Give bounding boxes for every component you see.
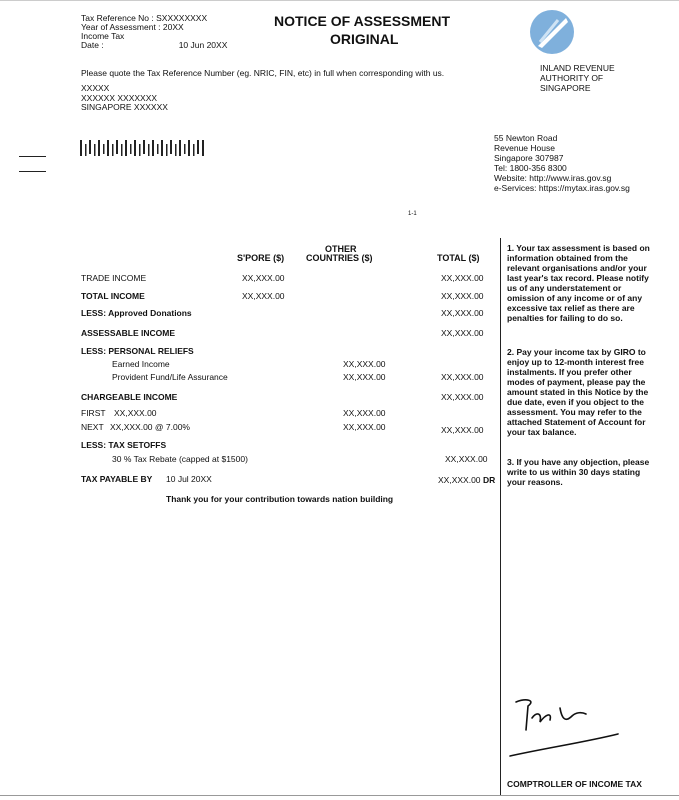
address-line: SINGAPORE XXXXXX xyxy=(81,102,168,112)
row-label: TAX PAYABLE BY xyxy=(81,474,153,484)
comptroller-title: COMPTROLLER OF INCOME TAX xyxy=(507,779,642,789)
col-header-total: TOTAL ($) xyxy=(437,253,480,263)
page-bottom-edge xyxy=(0,795,679,796)
date-value: 10 Jun 20XX xyxy=(178,40,228,50)
cell-total: XX,XXX.00 xyxy=(441,328,484,338)
page-number: 1-1 xyxy=(408,211,417,217)
row-label: Earned Income xyxy=(112,359,170,369)
cell-total: XX,XXX.00 xyxy=(441,273,484,283)
cell-spore: XX,XXX.00 xyxy=(242,273,285,283)
thank-you-note: Thank you for your contribution towards nation building xyxy=(166,494,394,504)
row-label: NEXT xyxy=(81,422,104,432)
cell-other: XX,XXX.00 xyxy=(343,359,386,369)
recipient-address xyxy=(81,84,168,113)
note-3: 3. If you have any objection, please write to us within 30 days stating your reasons. xyxy=(507,457,650,487)
cell-other: XX,XXX.00 xyxy=(343,422,386,432)
page-top-edge xyxy=(0,0,679,1)
iras-contact xyxy=(494,133,630,193)
row-label: 30 % Tax Rebate (capped at $1500) xyxy=(112,454,248,464)
iras-logo xyxy=(528,8,576,61)
cell-spore: XX,XXX.00 xyxy=(242,291,285,301)
fold-mark xyxy=(19,171,46,172)
contact-line: e-Services: https://mytax.iras.gov.sg xyxy=(494,183,630,193)
document-title: NOTICE OF ASSESSMENT xyxy=(274,13,451,29)
cell-other: XX,XXX.00 xyxy=(343,408,386,418)
cell-total: XX,XXX.00 xyxy=(441,291,484,301)
iras-name-line: INLAND REVENUE xyxy=(540,63,615,73)
cell-total: XX,XXX.00 xyxy=(441,425,484,435)
income-tax-label: Income Tax xyxy=(81,31,125,41)
date-label: Date : xyxy=(81,40,104,50)
iras-name-line: SINGAPORE xyxy=(540,83,591,93)
cell-amount: XX,XXX.00 xyxy=(114,408,157,418)
row-label: LESS: Approved Donations xyxy=(81,308,192,318)
row-label: TOTAL INCOME xyxy=(81,291,145,301)
tax-reference: Tax Reference No : SXXXXXXXX xyxy=(81,13,208,23)
note-1: 1. Your tax assessment is based on information obtained from the relevant organisations and/or your last year's tax record. Please notify us of any understatement or omission of any income or of any excessive tax relief as there are penalties for failing to do so. xyxy=(507,243,650,323)
iras-name-line: AUTHORITY OF xyxy=(540,73,604,83)
quote-note: Please quote the Tax Reference Number (eg. NRIC, FIN, etc) in full when corresponding with us. xyxy=(81,68,445,78)
cell-total: XX,XXX.00 xyxy=(441,392,484,402)
signature xyxy=(506,690,626,765)
cell-other: XX,XXX.00 xyxy=(343,372,386,382)
note-2: 2. Pay your income tax by GIRO to enjoy up to 12-month interest free instalments. If you prefer other modes of payment, please pay the amount stated in this Notice by the due date, even if you object to the assessment. You may refer to the attached Statement of Account for your tax balance. xyxy=(507,347,649,437)
column-divider xyxy=(500,238,501,795)
cell-total: XX,XXX.00 xyxy=(445,454,488,464)
row-label: ASSESSABLE INCOME xyxy=(81,328,175,338)
cell-total: XX,XXX.00 xyxy=(438,475,481,485)
row-label: CHARGEABLE INCOME xyxy=(81,392,178,402)
cell-total: XX,XXX.00 xyxy=(441,372,484,382)
contact-line: Website: http://www.iras.gov.sg xyxy=(494,173,612,183)
row-label: LESS: PERSONAL RELIEFS xyxy=(81,346,194,356)
col-header-other-2: COUNTRIES ($) xyxy=(306,253,373,263)
col-header-other-1: OTHER xyxy=(325,244,357,254)
contact-line: 55 Newton Road xyxy=(494,133,558,143)
barcode-graphic xyxy=(80,138,210,158)
dr-indicator: DR xyxy=(483,475,496,485)
contact-line: Revenue House xyxy=(494,143,555,153)
row-label: FIRST xyxy=(81,408,106,418)
barcode xyxy=(80,138,210,163)
signature-graphic xyxy=(506,690,626,760)
cell-total: XX,XXX.00 xyxy=(441,308,484,318)
address-line: XXXXX xyxy=(81,83,110,93)
row-label: TRADE INCOME xyxy=(81,273,147,283)
iras-name xyxy=(540,63,615,93)
tax-ref-block xyxy=(81,14,227,50)
address-line: XXXXXX XXXXXXX xyxy=(81,92,158,103)
year-of-assessment: Year of Assessment : 20XX xyxy=(81,22,184,32)
payable-date: 10 Jul 20XX xyxy=(166,474,212,484)
cell-amount: XX,XXX.00 @ 7.00% xyxy=(110,422,190,432)
date-row xyxy=(81,41,227,50)
row-label: LESS: TAX SETOFFS xyxy=(81,440,167,450)
contact-line: Tel: 1800-356 8300 xyxy=(494,163,567,173)
document-subtitle: ORIGINAL xyxy=(330,31,399,47)
fold-mark xyxy=(19,156,46,157)
contact-line: Singapore 307987 xyxy=(494,153,564,163)
col-header-spore: S'PORE ($) xyxy=(237,253,285,263)
iras-logo-graphic xyxy=(528,8,576,56)
row-label: Provident Fund/Life Assurance xyxy=(112,372,228,382)
